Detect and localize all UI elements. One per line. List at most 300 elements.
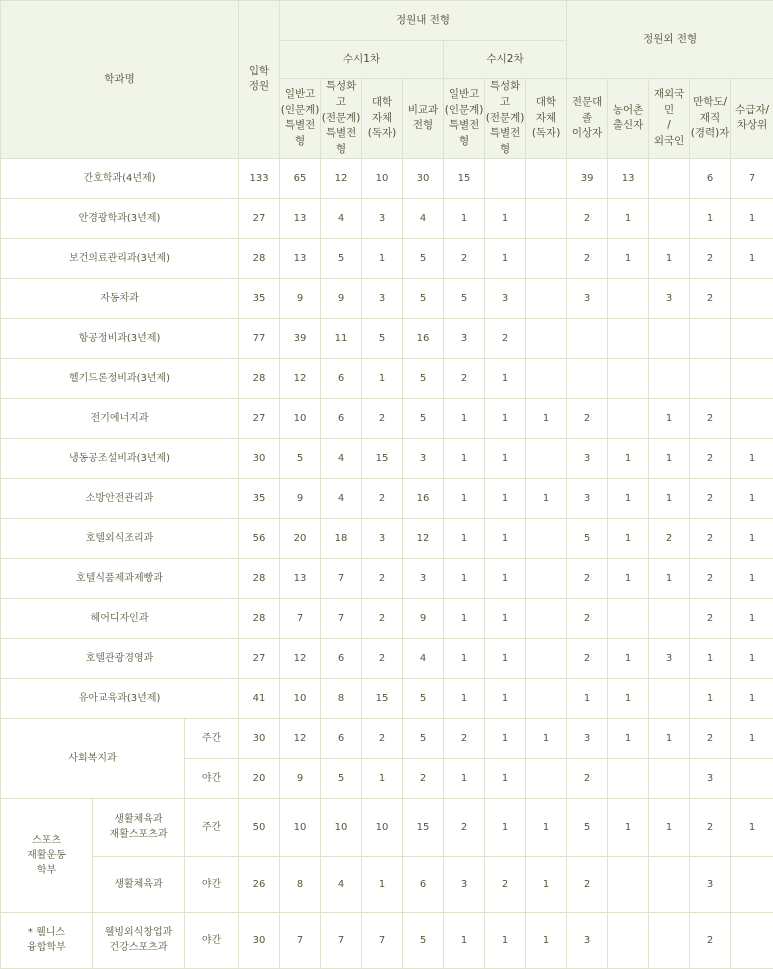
data-cell: 3 <box>567 912 608 968</box>
data-cell <box>608 358 649 398</box>
data-cell: 1 <box>567 678 608 718</box>
data-cell: 10 <box>280 398 321 438</box>
data-cell <box>567 318 608 358</box>
dept-name: 호텔관광경영과 <box>1 638 239 678</box>
data-cell <box>649 318 690 358</box>
data-cell: 10 <box>280 678 321 718</box>
data-cell: 1 <box>485 198 526 238</box>
sports-dept-name: 스포츠 재활운동 학부 <box>1 798 93 912</box>
data-cell: 5 <box>280 438 321 478</box>
data-cell: 5 <box>321 238 362 278</box>
data-cell: 6 <box>690 158 731 198</box>
data-cell: 1 <box>608 198 649 238</box>
data-cell: 1 <box>526 478 567 518</box>
dept-name: 안경광학과(3년제) <box>1 198 239 238</box>
data-cell: 1 <box>731 198 773 238</box>
data-cell: 2 <box>567 758 608 798</box>
data-cell: 15 <box>444 158 485 198</box>
data-cell: 2 <box>567 398 608 438</box>
dept-name: 보건의료관리과(3년제) <box>1 238 239 278</box>
data-cell: 1 <box>731 238 773 278</box>
dept-name: 냉동공조설비과(3년제) <box>1 438 239 478</box>
social-dept-name: 사회복지과 <box>1 718 185 798</box>
data-cell: 27 <box>239 398 280 438</box>
data-cell: 1 <box>444 678 485 718</box>
data-cell: 1 <box>608 438 649 478</box>
data-cell: 1 <box>444 478 485 518</box>
data-cell: 30 <box>403 158 444 198</box>
data-cell: 1 <box>362 238 403 278</box>
data-cell <box>731 758 773 798</box>
data-cell <box>608 318 649 358</box>
data-cell: 1 <box>485 558 526 598</box>
data-cell: 3 <box>444 318 485 358</box>
data-cell: 8 <box>321 678 362 718</box>
data-cell: 4 <box>321 198 362 238</box>
header-col: 만학도/ 재직 (경력)자 <box>690 79 731 159</box>
data-cell <box>485 158 526 198</box>
table-row <box>1 678 773 718</box>
data-cell: 39 <box>567 158 608 198</box>
table-row <box>1 198 773 238</box>
data-cell: 18 <box>321 518 362 558</box>
data-cell: 10 <box>362 798 403 856</box>
data-cell: 2 <box>690 438 731 478</box>
table-row <box>1 718 773 758</box>
data-cell: 6 <box>321 358 362 398</box>
major-name: 생활체육과 <box>93 856 185 912</box>
data-cell: 6 <box>321 718 362 758</box>
data-cell: 13 <box>280 198 321 238</box>
data-cell: 3 <box>649 278 690 318</box>
header-col: 일반고 (인문계) 특별전형 <box>280 79 321 159</box>
data-cell: 35 <box>239 278 280 318</box>
data-cell: 2 <box>690 398 731 438</box>
data-cell: 133 <box>239 158 280 198</box>
data-cell: 2 <box>690 478 731 518</box>
data-cell: 30 <box>239 912 280 968</box>
data-cell: 3 <box>362 518 403 558</box>
data-cell: 1 <box>731 718 773 758</box>
data-cell <box>731 912 773 968</box>
header-col: 재외국민 / 외국인 <box>649 79 690 159</box>
data-cell: 13 <box>280 558 321 598</box>
data-cell: 1 <box>731 478 773 518</box>
data-cell: 3 <box>444 856 485 912</box>
table-row <box>1 398 773 438</box>
table-row <box>1 358 773 398</box>
data-cell <box>526 238 567 278</box>
data-cell: 15 <box>362 678 403 718</box>
data-cell: 2 <box>567 638 608 678</box>
data-cell <box>526 518 567 558</box>
data-cell: 1 <box>608 798 649 856</box>
header-in-quota: 정원내 전형 <box>280 1 567 41</box>
data-cell: 1 <box>444 758 485 798</box>
shift-label: 야간 <box>185 856 239 912</box>
table-row <box>1 518 773 558</box>
data-cell: 1 <box>362 358 403 398</box>
header-col: 전문대졸 이상자 <box>567 79 608 159</box>
data-cell: 28 <box>239 558 280 598</box>
data-cell: 1 <box>485 438 526 478</box>
wellness-dept-name: * 웰니스 융합학부 <box>1 912 93 968</box>
table-row <box>1 278 773 318</box>
data-cell: 1 <box>690 198 731 238</box>
data-cell: 13 <box>280 238 321 278</box>
data-cell: 9 <box>280 758 321 798</box>
data-cell <box>731 856 773 912</box>
dept-name: 호텔식품제과제빵과 <box>1 558 239 598</box>
data-cell: 5 <box>403 718 444 758</box>
data-cell <box>526 438 567 478</box>
header-col: 특성화고 (전문계) 특별전형 <box>485 79 526 159</box>
data-cell: 28 <box>239 358 280 398</box>
data-cell: 2 <box>567 598 608 638</box>
header-col: 농어촌 출신자 <box>608 79 649 159</box>
data-cell: 8 <box>280 856 321 912</box>
table-row <box>1 478 773 518</box>
data-cell: 13 <box>608 158 649 198</box>
data-cell: 5 <box>403 238 444 278</box>
data-cell <box>526 758 567 798</box>
data-cell: 39 <box>280 318 321 358</box>
data-cell: 4 <box>321 478 362 518</box>
data-cell: 7 <box>280 912 321 968</box>
data-cell: 7 <box>731 158 773 198</box>
data-cell: 1 <box>526 718 567 758</box>
data-cell: 20 <box>239 758 280 798</box>
data-cell: 9 <box>280 478 321 518</box>
data-cell: 2 <box>690 278 731 318</box>
data-cell: 2 <box>362 398 403 438</box>
data-cell: 2 <box>567 198 608 238</box>
data-cell: 27 <box>239 638 280 678</box>
data-cell: 1 <box>526 856 567 912</box>
data-cell <box>526 358 567 398</box>
data-cell <box>649 158 690 198</box>
dept-name: 전기에너지과 <box>1 398 239 438</box>
data-cell: 4 <box>321 438 362 478</box>
data-cell: 1 <box>731 598 773 638</box>
data-cell: 1 <box>444 438 485 478</box>
data-cell: 1 <box>485 398 526 438</box>
data-cell: 15 <box>403 798 444 856</box>
table-row <box>1 318 773 358</box>
data-cell: 4 <box>403 638 444 678</box>
data-cell <box>608 912 649 968</box>
data-cell: 2 <box>690 598 731 638</box>
header-out-quota: 정원외 전형 <box>567 1 773 79</box>
data-cell: 1 <box>731 638 773 678</box>
data-cell: 1 <box>731 518 773 558</box>
data-cell: 28 <box>239 598 280 638</box>
data-cell: 1 <box>485 798 526 856</box>
data-cell: 1 <box>690 678 731 718</box>
data-cell: 2 <box>567 558 608 598</box>
data-cell: 3 <box>567 718 608 758</box>
data-cell: 1 <box>649 438 690 478</box>
data-cell <box>608 856 649 912</box>
data-cell: 2 <box>444 718 485 758</box>
data-cell: 2 <box>444 358 485 398</box>
data-cell: 5 <box>321 758 362 798</box>
data-cell: 2 <box>485 856 526 912</box>
header-col: 특성화고 (전문계) 특별전형 <box>321 79 362 159</box>
table-row <box>1 912 773 968</box>
data-cell: 1 <box>608 558 649 598</box>
data-cell: 1 <box>444 598 485 638</box>
data-cell: 1 <box>444 398 485 438</box>
data-cell: 7 <box>321 912 362 968</box>
data-cell: 2 <box>444 798 485 856</box>
data-cell <box>731 318 773 358</box>
data-cell <box>526 158 567 198</box>
data-cell <box>608 398 649 438</box>
data-cell: 30 <box>239 718 280 758</box>
table-row <box>1 158 773 198</box>
data-cell <box>608 278 649 318</box>
data-cell: 12 <box>280 718 321 758</box>
data-cell: 35 <box>239 478 280 518</box>
major-name: 생활체육과 재활스포츠과 <box>93 798 185 856</box>
data-cell: 5 <box>362 318 403 358</box>
data-cell: 5 <box>403 678 444 718</box>
shift-label: 야간 <box>185 912 239 968</box>
data-cell: 9 <box>321 278 362 318</box>
data-cell: 16 <box>403 478 444 518</box>
data-cell: 1 <box>608 638 649 678</box>
data-cell: 6 <box>321 398 362 438</box>
data-cell: 3 <box>649 638 690 678</box>
shift-label: 주간 <box>185 718 239 758</box>
data-cell: 1 <box>485 478 526 518</box>
data-cell: 12 <box>321 158 362 198</box>
data-cell: 1 <box>444 518 485 558</box>
data-cell: 3 <box>567 278 608 318</box>
data-cell: 1 <box>485 718 526 758</box>
data-cell: 4 <box>321 856 362 912</box>
data-cell: 16 <box>403 318 444 358</box>
data-cell: 1 <box>444 558 485 598</box>
data-cell: 2 <box>444 238 485 278</box>
header-col: 비교과 전형 <box>403 79 444 159</box>
data-cell: 5 <box>403 398 444 438</box>
dept-name: 항공정비과(3년제) <box>1 318 239 358</box>
data-cell <box>690 358 731 398</box>
data-cell: 10 <box>362 158 403 198</box>
data-cell: 30 <box>239 438 280 478</box>
data-cell: 27 <box>239 198 280 238</box>
data-cell: 65 <box>280 158 321 198</box>
header-col: 수급자/ 차상위 <box>731 79 773 159</box>
data-cell: 28 <box>239 238 280 278</box>
data-cell <box>731 278 773 318</box>
data-cell: 12 <box>280 358 321 398</box>
data-cell: 3 <box>567 478 608 518</box>
table-row <box>1 558 773 598</box>
header-susi1: 수시1차 <box>280 41 444 79</box>
data-cell: 1 <box>485 358 526 398</box>
data-cell <box>649 598 690 638</box>
data-cell: 2 <box>362 718 403 758</box>
table-row <box>1 638 773 678</box>
data-cell: 12 <box>403 518 444 558</box>
data-cell <box>649 198 690 238</box>
data-cell: 1 <box>485 638 526 678</box>
dept-name: 간호학과(4년제) <box>1 158 239 198</box>
data-cell: 7 <box>362 912 403 968</box>
data-cell: 7 <box>321 558 362 598</box>
data-cell: 1 <box>608 518 649 558</box>
major-name: 웰빙외식창업과 건강스포츠과 <box>93 912 185 968</box>
data-cell <box>649 358 690 398</box>
data-cell: 1 <box>731 798 773 856</box>
data-cell: 1 <box>444 638 485 678</box>
data-cell <box>526 598 567 638</box>
data-cell: 12 <box>280 638 321 678</box>
data-cell: 1 <box>608 238 649 278</box>
dept-name: 유아교육과(3년제) <box>1 678 239 718</box>
data-cell: 1 <box>649 238 690 278</box>
data-cell: 50 <box>239 798 280 856</box>
data-cell: 5 <box>567 798 608 856</box>
data-cell <box>526 678 567 718</box>
data-cell: 1 <box>649 558 690 598</box>
data-cell: 2 <box>690 518 731 558</box>
data-cell: 3 <box>362 198 403 238</box>
data-cell: 3 <box>690 758 731 798</box>
data-cell: 41 <box>239 678 280 718</box>
table-row <box>1 598 773 638</box>
data-cell: 9 <box>403 598 444 638</box>
data-cell: 5 <box>403 912 444 968</box>
header-dept: 학과명 <box>1 1 239 159</box>
data-cell: 1 <box>444 912 485 968</box>
data-cell: 7 <box>321 598 362 638</box>
data-cell: 5 <box>567 518 608 558</box>
data-cell: 1 <box>608 718 649 758</box>
data-cell <box>526 558 567 598</box>
header-susi2: 수시2차 <box>444 41 567 79</box>
data-cell: 3 <box>567 438 608 478</box>
data-cell: 2 <box>690 912 731 968</box>
data-cell: 5 <box>403 358 444 398</box>
data-cell: 1 <box>731 438 773 478</box>
data-cell: 2 <box>690 558 731 598</box>
data-cell: 1 <box>485 518 526 558</box>
dept-name: 헤어디자인과 <box>1 598 239 638</box>
data-cell: 11 <box>321 318 362 358</box>
data-cell: 26 <box>239 856 280 912</box>
data-cell: 1 <box>485 678 526 718</box>
data-cell: 1 <box>608 478 649 518</box>
data-cell: 6 <box>321 638 362 678</box>
data-cell <box>731 398 773 438</box>
shift-label: 주간 <box>185 798 239 856</box>
header-col: 일반고 (인문계) 특별전형 <box>444 79 485 159</box>
shift-label: 야간 <box>185 758 239 798</box>
data-cell: 2 <box>690 798 731 856</box>
data-cell: 1 <box>649 478 690 518</box>
data-cell: 2 <box>567 238 608 278</box>
data-cell: 2 <box>649 518 690 558</box>
data-cell: 2 <box>362 598 403 638</box>
header-col: 대학 자체 (독자) <box>526 79 567 159</box>
data-cell: 3 <box>485 278 526 318</box>
data-cell: 1 <box>444 198 485 238</box>
table-row <box>1 438 773 478</box>
data-cell <box>526 198 567 238</box>
data-cell: 6 <box>403 856 444 912</box>
data-cell <box>608 598 649 638</box>
data-cell: 1 <box>690 638 731 678</box>
table-row <box>1 856 773 912</box>
data-cell: 2 <box>567 856 608 912</box>
dept-name: 헬기드론정비과(3년제) <box>1 358 239 398</box>
data-cell <box>649 678 690 718</box>
data-cell: 1 <box>526 398 567 438</box>
table-row <box>1 238 773 278</box>
data-cell: 7 <box>280 598 321 638</box>
data-cell: 3 <box>403 558 444 598</box>
data-cell: 1 <box>649 718 690 758</box>
header-col: 대학 자체 (독자) <box>362 79 403 159</box>
data-cell: 2 <box>403 758 444 798</box>
data-cell: 1 <box>649 398 690 438</box>
data-cell: 1 <box>485 598 526 638</box>
dept-name: 소방안전관리과 <box>1 478 239 518</box>
header-quota: 입학 정원 <box>239 1 280 159</box>
data-cell: 20 <box>280 518 321 558</box>
data-cell: 1 <box>526 798 567 856</box>
data-cell: 2 <box>362 638 403 678</box>
data-cell <box>608 758 649 798</box>
data-cell: 2 <box>485 318 526 358</box>
data-cell <box>690 318 731 358</box>
data-cell <box>649 856 690 912</box>
data-cell: 1 <box>526 912 567 968</box>
data-cell: 2 <box>362 478 403 518</box>
data-cell: 5 <box>403 278 444 318</box>
data-cell: 1 <box>731 678 773 718</box>
data-cell: 15 <box>362 438 403 478</box>
data-cell: 4 <box>403 198 444 238</box>
dept-name: 호텔외식조리과 <box>1 518 239 558</box>
data-cell <box>526 638 567 678</box>
data-cell: 1 <box>362 758 403 798</box>
data-cell: 9 <box>280 278 321 318</box>
data-cell: 77 <box>239 318 280 358</box>
table-body <box>1 158 773 968</box>
data-cell: 1 <box>608 678 649 718</box>
data-cell <box>731 358 773 398</box>
dept-name: 자동차과 <box>1 278 239 318</box>
data-cell: 1 <box>362 856 403 912</box>
data-cell: 3 <box>403 438 444 478</box>
table-row <box>1 798 773 856</box>
data-cell: 3 <box>690 856 731 912</box>
data-cell <box>526 318 567 358</box>
data-cell: 1 <box>485 238 526 278</box>
data-cell: 2 <box>690 238 731 278</box>
data-cell <box>567 358 608 398</box>
data-cell: 1 <box>649 798 690 856</box>
data-cell: 5 <box>444 278 485 318</box>
data-cell: 1 <box>485 912 526 968</box>
data-cell: 2 <box>362 558 403 598</box>
data-cell <box>526 278 567 318</box>
